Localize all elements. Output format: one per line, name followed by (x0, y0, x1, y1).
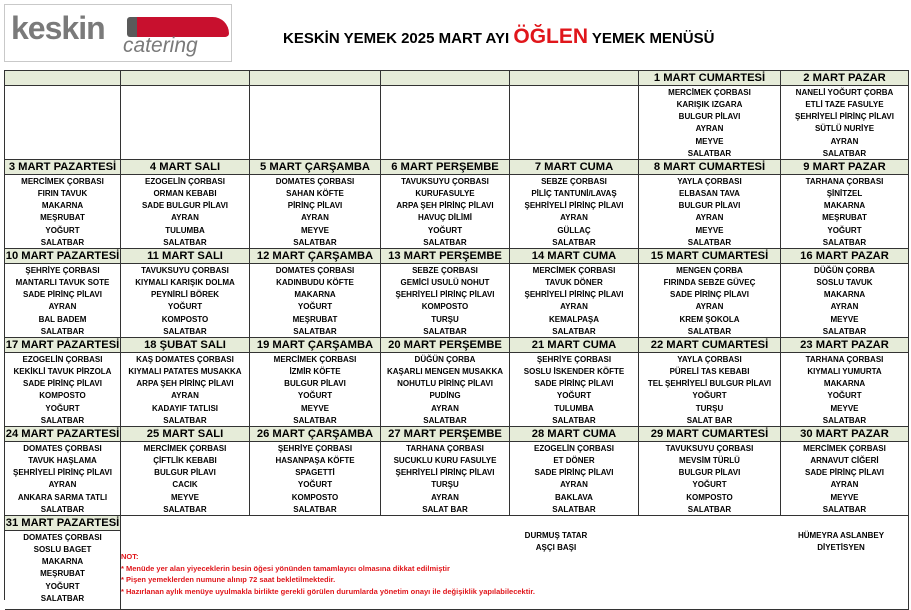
menu-item: SAHAN KÖFTE (286, 189, 344, 199)
menu-item: ŞEHRİYELİ PİRİNÇ PİLAVI (395, 468, 495, 478)
day-menu-cell (381, 353, 510, 427)
menu-item: SALATBAR (822, 415, 867, 425)
menu-item: TAVUK DÖNER (545, 278, 603, 288)
menu-item: KIYMALI YUMURTA (807, 367, 882, 377)
menu-item: TULUMBA (554, 403, 594, 413)
menu-item: SALATBAR (40, 593, 85, 603)
menu-item: ARNAVUT CİĞERİ (810, 456, 879, 466)
title-prefix: KESKİN YEMEK 2025 MART AYI (283, 30, 514, 47)
menu-item: YOĞURT (827, 391, 862, 401)
menu-item: KIYMALI KARIŞIK DOLMA (135, 278, 235, 288)
menu-item: SALATBAR (552, 415, 596, 425)
menu-item: AYRAN (560, 480, 588, 490)
menu-item: HAVUÇ DİLİMİ (417, 213, 473, 223)
menu-item: ŞEHRİYELİ PİRİNÇ PİLAVI (13, 468, 112, 478)
day-menu-cell (781, 175, 909, 249)
day-header: 12 MART ÇARŞAMBA (250, 249, 381, 264)
menu-item: KARIŞIK IZGARA (676, 100, 743, 110)
day-menu-cell (5, 353, 121, 427)
menu-item: YOĞURT (45, 225, 80, 235)
menu-item: PEYNİRLİ BÖREK (150, 290, 219, 300)
day-menu-cell (639, 86, 781, 160)
menu-item: MENGEN ÇORBA (676, 266, 743, 275)
title-suffix: YEMEK MENÜSÜ (588, 30, 715, 47)
day-menu-cell (381, 264, 510, 338)
menu-item: YOĞURT (692, 480, 727, 490)
day-menu-cell (250, 442, 381, 516)
menu-item: DOMATES ÇORBASI (23, 444, 102, 453)
menu-item: GÜLLAÇ (557, 225, 591, 235)
day-menu-cell (781, 86, 909, 160)
menu-item: İZMİR KÖFTE (289, 367, 341, 377)
menu-item: SALATBAR (293, 326, 337, 336)
day-menu-cell (250, 353, 381, 427)
day-header: 30 MART PAZAR (781, 427, 909, 442)
day-header: 6 MART PERŞEMBE (381, 160, 510, 175)
menu-item: ORMAN KEBABI (153, 189, 217, 199)
menu-item: AYRAN (431, 492, 459, 502)
day-menu-cell (5, 531, 121, 610)
day-menu-cell (121, 86, 250, 160)
menu-item: ETLİ TAZE FASULYE (805, 100, 884, 110)
menu-item: SOSLU İSKENDER KÖFTE (523, 367, 625, 377)
day-header: 2 MART PAZAR (781, 71, 909, 86)
menu-item: ŞEHRİYELİ PİRİNÇ PİLAVI (395, 290, 495, 300)
menu-item: SALATBAR (293, 415, 337, 425)
menu-item: MEŞRUBAT (40, 569, 85, 579)
note-line: * Pişen yemeklerden numune alınıp 72 saat bekletilmektedir. (121, 575, 336, 585)
dietitian-signature (781, 530, 901, 554)
day-menu-cell (121, 353, 250, 427)
day-menu-cell (381, 442, 510, 516)
menu-item: NANELİ YOĞURT ÇORBA (795, 88, 894, 97)
menu-item: MEYVE (830, 314, 859, 324)
menu-item: SALATBAR (687, 326, 732, 336)
menu-item: SADE PİRİNÇ PİLAVI (534, 468, 614, 478)
day-menu-cell (510, 442, 639, 516)
menu-item: TAVUK HAŞLAMA (28, 456, 97, 466)
day-menu-cell (250, 175, 381, 249)
notes-block (121, 551, 535, 597)
day-menu-cell (781, 353, 909, 427)
menu-item: SALATBAR (40, 326, 85, 336)
day-menu-cell (510, 175, 639, 249)
menu-item: BULGUR PİLAVI (678, 468, 741, 478)
page-title (283, 25, 714, 49)
chef-name: DURMUŞ TATAR (524, 531, 588, 540)
menu-item: SALATBAR (163, 237, 207, 247)
menu-item: TEL ŞEHRİYELİ BULGUR PİLAVI (647, 379, 772, 389)
note-line: * Menüde yer alan yiyeceklerin besin öğesi yönünden tamamlayıcı olmasına dikkat edilmiştir (121, 563, 450, 573)
day-header: 16 MART PAZAR (781, 249, 909, 264)
menu-item: AYRAN (695, 302, 724, 312)
menu-item: MEYVE (830, 403, 859, 413)
logo-wordmark: keskin (11, 10, 105, 46)
day-menu-cell (510, 353, 639, 427)
menu-item: KOMPOSTO (421, 302, 469, 312)
menu-item: ELBASAN TAVA (679, 189, 740, 199)
day-header: 1 MART CUMARTESİ (639, 71, 781, 86)
menu-item: PÜRELİ TAS KEBABI (669, 367, 750, 377)
menu-item: ET DÖNER (553, 456, 595, 466)
menu-item: KADINBUDU KÖFTE (276, 278, 354, 288)
dietitian-name: HÜMEYRA ASLANBEY (797, 531, 885, 540)
menu-item: KAŞ DOMATES ÇORBASI (136, 355, 234, 364)
menu-item: KAŞARLI MENGEN MUSAKKA (387, 367, 503, 377)
menu-item: SADE PİRİNÇ PİLAVI (670, 290, 749, 300)
menu-item: CACIK (172, 480, 198, 490)
menu-item: AYRAN (695, 213, 724, 223)
menu-item: YAYLA ÇORBASI (677, 177, 742, 186)
menu-item: SALAT BAR (686, 415, 733, 425)
day-header: 20 MART PERŞEMBE (381, 338, 510, 353)
day-header: 19 MART ÇARŞAMBA (250, 338, 381, 353)
day-header (250, 71, 381, 86)
menu-item: SALATBAR (552, 237, 596, 247)
menu-item: MAKARNA (823, 290, 866, 300)
day-menu-cell (781, 442, 909, 516)
day-header: 11 MART SALI (121, 249, 250, 264)
menu-item: MEYVE (830, 492, 859, 502)
menu-item: ŞEHRİYELİ PİRİNÇ PİLAVI (524, 290, 624, 300)
day-header (5, 71, 121, 86)
day-header: 25 MART SALI (121, 427, 250, 442)
menu-item: YAYLA ÇORBASI (677, 355, 742, 364)
menu-item: ŞEHRİYE ÇORBASI (277, 444, 353, 453)
menu-item: FIRIN TAVUK (37, 189, 88, 199)
menu-item: SALATBAR (687, 148, 732, 158)
menu-item: KOMPOSTO (39, 391, 86, 401)
menu-item: ŞEHRİYELİ PİRİNÇ PİLAVI (524, 201, 624, 211)
menu-item: AYRAN (48, 302, 77, 312)
day-header (381, 71, 510, 86)
menu-item: YOĞURT (827, 225, 862, 235)
menu-item: AYRAN (830, 302, 859, 312)
menu-item: TURŞU (431, 480, 459, 490)
day-menu-cell (5, 264, 121, 338)
menu-item: MEYVE (695, 136, 724, 146)
menu-item: HASANPAŞA KÖFTE (275, 456, 355, 466)
menu-item: YOĞURT (297, 480, 333, 490)
day-header: 13 MART PERŞEMBE (381, 249, 510, 264)
menu-item: FIRINDA SEBZE GÜVEÇ (663, 278, 756, 288)
menu-item: MERCİMEK ÇORBASI (143, 444, 227, 453)
menu-item: TURŞU (431, 314, 459, 324)
menu-item: SALATBAR (423, 415, 467, 425)
title-highlight: ÖĞLEN (513, 25, 589, 48)
menu-item: KREM ŞOKOLA (679, 314, 740, 324)
day-menu-cell (5, 175, 121, 249)
day-header (121, 71, 250, 86)
day-menu-cell (381, 175, 510, 249)
day-header: 31 MART PAZARTESİ (5, 517, 120, 529)
menu-item: MAKARNA (294, 290, 336, 300)
day-header: 17 MART PAZARTESİ (5, 339, 120, 351)
menu-item: KEMALPAŞA (548, 314, 600, 324)
menu-item: PİLİÇ TANTUNİ/LAVAŞ (531, 189, 617, 199)
menu-item: SALATBAR (552, 504, 596, 514)
menu-item: TARHANA ÇORBASI (406, 444, 484, 453)
day-header: 5 MART ÇARŞAMBA (250, 160, 381, 175)
menu-item: SALATBAR (822, 237, 867, 247)
notes-heading: NOT: (121, 552, 139, 561)
menu-item: SÜTLÜ NURİYE (814, 124, 875, 134)
menu-item: TAVUKSUYU ÇORBASI (401, 177, 489, 186)
day-menu-cell (639, 175, 781, 249)
day-header: 10 MART PAZARTESİ (5, 250, 120, 262)
menu-item: KOMPOSTO (686, 492, 733, 502)
logo-subtitle: catering (123, 34, 198, 57)
menu-item: ŞİNİTZEL (826, 189, 863, 199)
menu-item: DOMATES ÇORBASI (275, 177, 355, 186)
day-menu-cell (250, 264, 381, 338)
menu-item: KOMPOSTO (161, 314, 209, 324)
menu-item: EZOGELİN ÇORBASI (533, 444, 614, 453)
menu-item: ANKARA SARMA TATLI (17, 492, 108, 502)
menu-item: AYRAN (560, 302, 588, 312)
menu-item: PUDİNG (429, 391, 461, 401)
menu-item: YOĞURT (297, 391, 333, 401)
day-header: 24 MART PAZARTESİ (5, 428, 120, 440)
menu-item: MAKARNA (823, 379, 866, 389)
menu-item: MERCİMEK ÇORBASI (532, 266, 616, 275)
menu-item: YOĞURT (556, 391, 592, 401)
menu-item: SALATBAR (40, 237, 85, 247)
menu-item: ÇİFTLİK KEBABI (153, 456, 217, 466)
menu-item: MAKARNA (823, 201, 866, 211)
menu-item: MANTARLI TAVUK SOTE (15, 278, 110, 288)
company-logo (4, 4, 232, 62)
day-header: 14 MART CUMA (510, 249, 639, 264)
menu-item: NOHUTLU PİRİNÇ PİLAVI (397, 379, 493, 389)
menu-item: YOĞURT (167, 302, 203, 312)
menu-item: YOĞURT (45, 581, 80, 591)
menu-item: MEYVE (300, 403, 329, 413)
menu-item: MERCİMEK ÇORBASI (803, 444, 886, 453)
menu-item: EZOGELİN ÇORBASI (144, 177, 225, 186)
menu-item: SADE PİRİNÇ PİLAVI (534, 379, 614, 389)
menu-item: AYRAN (560, 213, 588, 223)
menu-item: SALATBAR (40, 415, 85, 425)
menu-item: SADE PİRİNÇ PİLAVI (805, 468, 884, 478)
day-header: 9 MART PAZAR (781, 160, 909, 175)
day-header: 23 MART PAZAR (781, 338, 909, 353)
menu-item: SALATBAR (822, 148, 867, 158)
menu-item: TULUMBA (165, 225, 205, 235)
menu-item: SALATBAR (293, 237, 337, 247)
menu-item: TAVUKSUYU ÇORBASI (665, 444, 754, 453)
menu-item: BAKLAVA (555, 492, 593, 502)
menu-item: SALATBAR (822, 326, 867, 336)
menu-item: SALATBAR (163, 415, 207, 425)
menu-item: DOMATES ÇORBASI (275, 266, 355, 275)
day-menu-cell (5, 86, 121, 160)
menu-item: ARPA ŞEH PİRİNÇ PİLAVI (136, 379, 234, 389)
menu-item: MAKARNA (41, 557, 84, 567)
menu-item: KADAYIF TATLISI (151, 403, 219, 413)
day-menu-cell (250, 86, 381, 160)
menu-item: SALATBAR (163, 326, 207, 336)
menu-item: BULGUR PİLAVI (678, 201, 741, 211)
menu-item: YOĞURT (427, 225, 463, 235)
dietitian-title: DİYETİSYEN (817, 543, 865, 552)
menu-item: SOSLU BAGET (33, 545, 92, 555)
day-menu-cell (639, 264, 781, 338)
day-header: 8 MART CUMARTESİ (639, 160, 781, 175)
menu-item: MEYVE (300, 225, 329, 235)
menu-item: MEYVE (170, 492, 199, 502)
day-menu-cell (639, 353, 781, 427)
chef-title: AŞÇI BAŞI (535, 543, 577, 552)
menu-item: SALATBAR (822, 504, 867, 514)
day-menu-cell (5, 442, 121, 516)
menu-item: YOĞURT (45, 403, 80, 413)
menu-item: MERCİMEK ÇORBASI (21, 177, 104, 186)
menu-item: MEVSİM TÜRLÜ (679, 456, 740, 466)
menu-item: TARHANA ÇORBASI (805, 355, 884, 364)
menu-item: SALATBAR (40, 504, 85, 514)
menu-item: AYRAN (431, 403, 459, 413)
menu-item: MEYVE (695, 225, 724, 235)
menu-item: ŞEHRİYE ÇORBASI (536, 355, 612, 364)
menu-item: TARHANA ÇORBASI (805, 177, 884, 186)
day-header: 22 MART CUMARTESİ (639, 338, 781, 353)
menu-grid (4, 70, 909, 603)
menu-item: KURUFASULYE (415, 189, 475, 199)
day-header: 27 MART PERŞEMBE (381, 427, 510, 442)
footer-block (121, 516, 909, 610)
menu-item: SALATBAR (687, 504, 732, 514)
menu-item: DÜĞÜN ÇORBA (814, 266, 875, 275)
menu-item: BULGUR PİLAVI (678, 112, 741, 122)
menu-item: SADE PİRİNÇ PİLAVI (23, 379, 102, 389)
menu-item: DÜĞÜN ÇORBA (414, 355, 476, 364)
menu-item: BULGUR PİLAVI (154, 468, 216, 478)
menu-item: BULGUR PİLAVI (284, 379, 346, 389)
menu-item: AYRAN (830, 480, 859, 490)
menu-item: SEBZE ÇORBASI (412, 266, 478, 275)
day-header: 29 MART CUMARTESİ (639, 427, 781, 442)
menu-item: DOMATES ÇORBASI (23, 533, 102, 542)
menu-item: YOĞURT (692, 391, 727, 401)
menu-item: KEKİKLİ TAVUK PİRZOLA (13, 367, 112, 377)
menu-item: GEMİCİ USULÜ NOHUT (400, 278, 490, 288)
menu-item: BAL BADEM (38, 314, 87, 324)
day-header: 18 ŞUBAT SALI (121, 338, 250, 353)
menu-item: SADE PİRİNÇ PİLAVI (23, 290, 102, 300)
day-header: 4 MART SALI (121, 160, 250, 175)
menu-item: ŞEHRİYE ÇORBASI (25, 266, 100, 275)
menu-item: YOĞURT (297, 302, 333, 312)
day-menu-cell (781, 264, 909, 338)
day-menu-cell (510, 264, 639, 338)
day-header: 3 MART PAZARTESİ (5, 160, 121, 175)
menu-item: SALATBAR (163, 504, 207, 514)
menu-item: MEŞRUBAT (822, 213, 867, 223)
menu-item: AYRAN (171, 213, 199, 223)
menu-item: AYRAN (171, 391, 199, 401)
menu-item: KIYMALI PATATES MUSAKKA (128, 367, 242, 377)
day-header: 7 MART CUMA (510, 160, 639, 175)
day-menu-cell (121, 442, 250, 516)
menu-item: SOSLU TAVUK (816, 278, 873, 288)
menu-item: TURŞU (695, 403, 724, 413)
day-menu-cell (381, 86, 510, 160)
menu-item: ARPA ŞEH PİRİNÇ PİLAVI (396, 201, 494, 211)
menu-item: AYRAN (48, 480, 77, 490)
menu-item: SALATBAR (293, 504, 337, 514)
day-menu-cell (639, 442, 781, 516)
day-header: 26 MART ÇARŞAMBA (250, 427, 381, 442)
menu-item: MEŞRUBAT (292, 314, 338, 324)
menu-item: SUCUKLU KURU FASULYE (393, 456, 497, 466)
menu-item: SEBZE ÇORBASI (541, 177, 607, 186)
menu-item: AYRAN (695, 124, 724, 134)
menu-item: TAVUKSUYU ÇORBASI (141, 266, 229, 275)
menu-item: MERCİMEK ÇORBASI (668, 88, 751, 97)
menu-item: SALATBAR (552, 326, 596, 336)
menu-item: MAKARNA (41, 201, 84, 211)
menu-item: SPAGETTİ (295, 468, 335, 478)
menu-item: MEŞRUBAT (40, 213, 85, 223)
day-menu-cell (510, 86, 639, 160)
menu-item: SALAT BAR (422, 504, 468, 514)
menu-item: SALATBAR (423, 326, 467, 336)
day-header: 15 MART CUMARTESİ (639, 249, 781, 264)
menu-item: SALATBAR (687, 237, 732, 247)
menu-item: AYRAN (301, 213, 329, 223)
menu-item: MERCİMEK ÇORBASI (273, 355, 357, 364)
menu-item: AYRAN (830, 136, 859, 146)
day-menu-cell (121, 264, 250, 338)
menu-item: EZOGELİN ÇORBASI (22, 355, 103, 364)
menu-item: SALATBAR (423, 237, 467, 247)
menu-item: SADE BULGUR PİLAVI (141, 201, 229, 211)
menu-item: PİRİNÇ PİLAVI (287, 201, 343, 211)
day-menu-cell (121, 175, 250, 249)
note-line: * Hazırlanan aylık menüye uyulmakla birlikte gerekli görülen durumlarda yönetim onayı ile değişiklik yapılabilecektir. (121, 586, 535, 596)
day-header (510, 71, 639, 86)
day-header: 21 MART CUMA (510, 338, 639, 353)
menu-item: ŞEHRİYELİ PİRİNÇ PİLAVI (795, 112, 894, 122)
day-header: 28 MART CUMA (510, 427, 639, 442)
menu-item: KOMPOSTO (291, 492, 339, 502)
